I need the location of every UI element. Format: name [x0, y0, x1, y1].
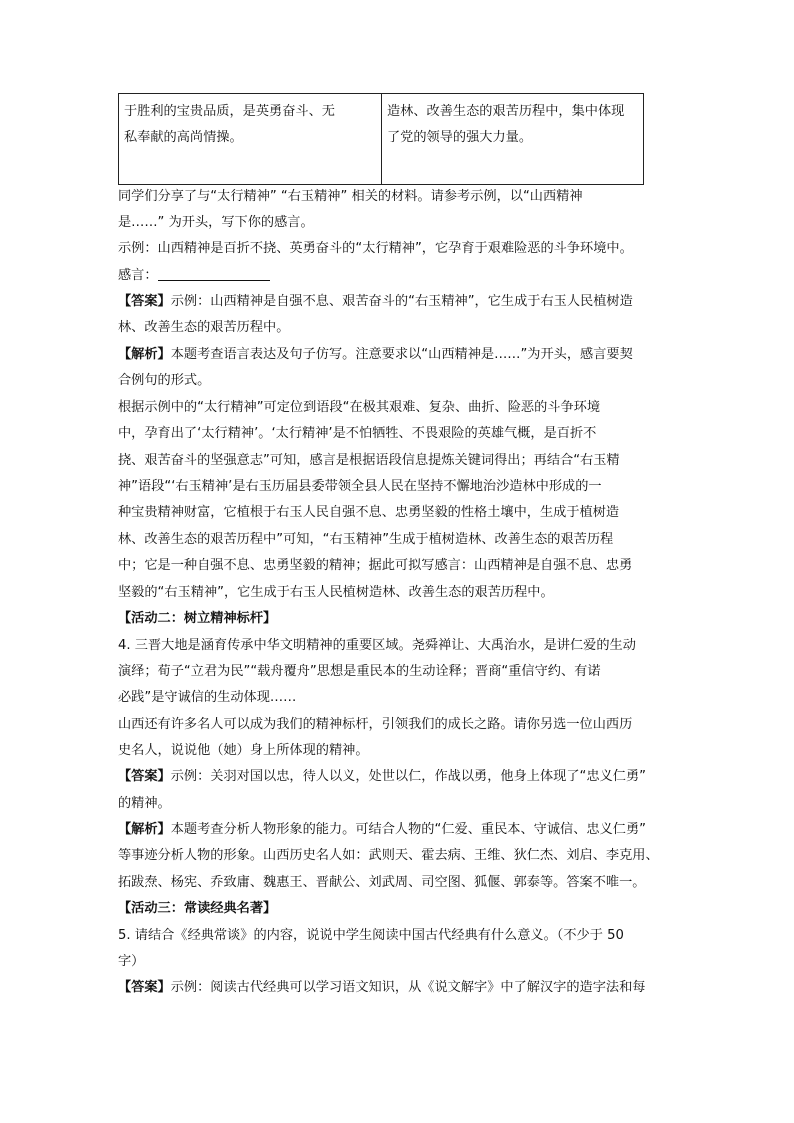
line-text: 示例：阅读古代经典可以学习语文知识，从《说文解字》中了解汉字的造字法和每	[170, 980, 646, 995]
text-line	[118, 636, 636, 656]
text-line	[118, 477, 602, 497]
table-cell-right	[382, 94, 644, 185]
comparison-table	[118, 93, 644, 185]
text-line	[118, 213, 314, 233]
line-text: 史名人，说说他（她）身上所体现的精神。	[118, 743, 369, 758]
text-line	[118, 424, 596, 444]
line-text: 坚毅的“右玉精神”，它生成于右玉人民植树造林、改善生态的艰苦历程中。	[118, 585, 554, 600]
cell-line: 了党的领导的强大力量。	[387, 130, 533, 145]
line-text: 4. 三晋大地是涵育传承中华文明精神的重要区域。尧舜禅让、大禹治水，是讲仁爱的生动	[118, 638, 636, 653]
text-line	[118, 451, 620, 471]
text-line	[118, 873, 646, 893]
text-line	[118, 239, 633, 259]
text-line	[118, 688, 296, 708]
line-text: 中；它是一种自强不息、忠勇坚毅的精神；据此可拟写感言：山西精神是自强不息、忠勇	[118, 558, 633, 573]
line-text: 5. 请结合《经典常谈》的内容，说说中学生阅读中国古代经典有什么意义。（不少于 50	[118, 928, 624, 943]
cell-line: 私奉献的高尚情操。	[124, 130, 243, 145]
text-line	[118, 794, 171, 814]
line-text: 中，孕育出了‘太行精神’。‘太行精神’是不怕牺牲、不畏艰险的英雄气概，是百折不	[118, 426, 597, 441]
answer-tag: 【答案】	[118, 769, 171, 784]
line-text: 必践”是守诚信的生动体现……	[118, 690, 297, 705]
line-text: 演绎；荀子“立君为民”“载舟覆舟”思想是重民本的生动诠释；晋商“重信守约、有诺	[118, 664, 601, 679]
cell-line: 于胜利的宝贵品质，是英勇奋斗、无	[124, 104, 335, 119]
line-text: 林、改善生态的艰苦历程中”可知，“右玉精神”生成于植树造林、改善生态的艰苦历程	[118, 532, 614, 547]
answer-blank	[158, 267, 270, 281]
line-text: 种宝贵精神财富，它植根于右玉人民自强不息、忠勇坚毅的性格土壤中，生成于植树造	[118, 505, 620, 520]
section-heading	[118, 609, 276, 629]
text-line	[118, 266, 270, 286]
text-line	[118, 926, 624, 946]
line-text: 【活动二：树立精神标杆】	[118, 611, 277, 626]
answer-tag: 【解析】	[118, 347, 171, 362]
section-heading	[118, 899, 276, 919]
answer-tag: 【答案】	[118, 980, 171, 995]
line-text: 示例：山西精神是百折不挠、英勇奋斗的“太行精神”，它孕育于艰难险恶的斗争环境中。	[118, 241, 633, 256]
table-row	[119, 94, 644, 185]
text-line	[118, 767, 646, 787]
text-line	[118, 371, 210, 391]
text-line	[118, 978, 646, 998]
text-line	[118, 530, 613, 550]
answer-tag: 【解析】	[118, 822, 171, 837]
line-text: 示例：山西精神是自强不息、艰苦奋斗的“右玉精神”，它生成于右玉人民植树造	[170, 294, 633, 309]
text-line	[118, 820, 646, 840]
line-text: 字）	[118, 954, 145, 969]
line-text: 挠、艰苦奋斗的坚强意志”可知，感言是根据语段信息提炼关键词得出；再结合“右玉精	[118, 453, 620, 468]
text-line	[118, 662, 601, 682]
line-text: 的精神。	[118, 796, 171, 811]
text-line	[118, 398, 600, 418]
line-text: 本题考查语言表达及句子仿写。注意要求以“山西精神是……”为开头，感言要契	[170, 347, 633, 362]
line-text: 示例：关羽对国以忠，待人以义，处世以仁，作战以勇，他身上体现了“忠义仁勇”	[170, 769, 646, 784]
text-line	[118, 715, 632, 735]
text-line	[118, 318, 289, 338]
text-line	[118, 292, 633, 312]
line-text: 感言：	[118, 268, 158, 283]
line-text: 根据示例中的“太行精神”可定位到语段“在极其艰难、复杂、曲折、险恶的斗争环境	[118, 400, 601, 415]
line-text: 是……” 为开头，写下你的感言。	[118, 215, 314, 230]
cell-line: 造林、改善生态的艰苦历程中，集中体现	[387, 104, 625, 119]
text-line	[118, 741, 369, 761]
text-line	[118, 503, 619, 523]
line-text: 等事迹分析人物的形象。山西历史名人如：武则天、霍去病、王维、狄仁杰、刘启、李克用、	[118, 848, 659, 863]
line-text: 【活动三：常读经典名著】	[118, 901, 277, 916]
text-line	[118, 556, 632, 576]
line-text: 合例句的形式。	[118, 373, 211, 388]
answer-tag: 【答案】	[118, 294, 171, 309]
line-text: 林、改善生态的艰苦历程中。	[118, 320, 290, 335]
text-line	[118, 583, 554, 603]
text-line	[118, 846, 659, 866]
text-line	[118, 187, 583, 207]
line-text: 拓跋焘、杨宪、乔致庸、魏惠王、晋献公、刘武周、司空图、狐偃、郭泰等。答案不唯一。	[118, 875, 646, 890]
text-line	[118, 345, 633, 365]
line-text: 神”语段“‘右玉精神’是右玉历届县委带领全县人民在坚持不懈地治沙造林中形成的一	[118, 479, 602, 494]
line-text: 同学们分享了与“太行精神” “右玉精神” 相关的材料。请参考示例，以“山西精神	[118, 189, 583, 204]
line-text: 山西还有许多名人可以成为我们的精神标杆，引领我们的成长之路。请你另选一位山西历	[118, 717, 633, 732]
line-text: 本题考查分析人物形象的能力。可结合人物的“仁爱、重民本、守诚信、忠义仁勇”	[170, 822, 646, 837]
text-line	[118, 952, 144, 972]
table-cell-left	[119, 94, 382, 185]
